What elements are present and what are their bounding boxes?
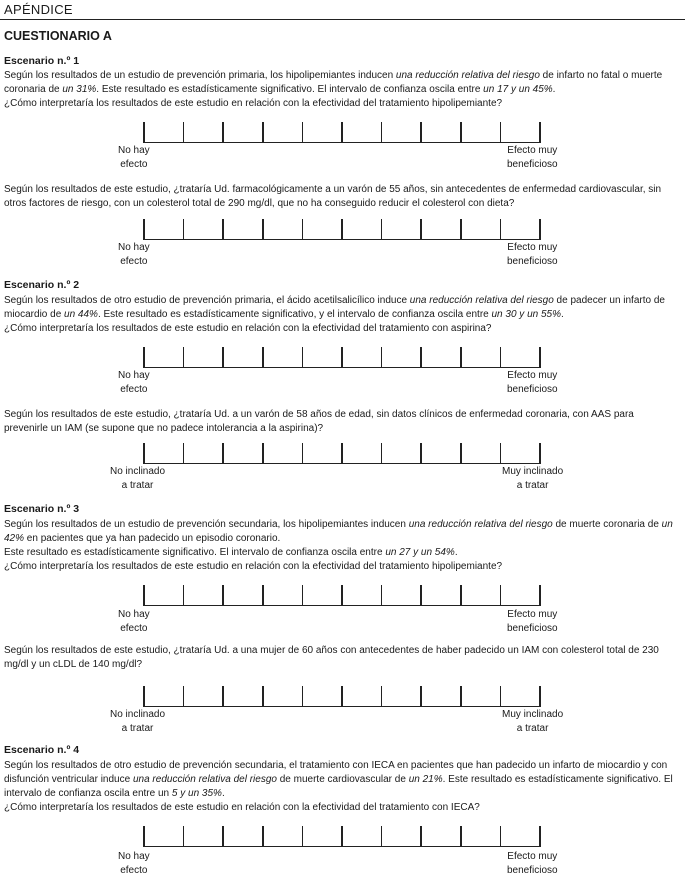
scale-label-right: Efecto muy beneficioso: [507, 242, 558, 267]
scale-tick[interactable]: [222, 219, 224, 239]
scenario-3-intro: [4, 518, 676, 574]
scale-tick[interactable]: [460, 585, 462, 605]
scale-tick[interactable]: [460, 826, 462, 846]
scale-tick[interactable]: [420, 826, 422, 846]
scale-tick[interactable]: [341, 585, 343, 605]
emphasis-text: una reducción relativa del riesgo: [408, 519, 553, 530]
scale-tick[interactable]: [341, 826, 343, 846]
scale-tick[interactable]: [500, 122, 502, 142]
scale-tick[interactable]: [539, 347, 541, 367]
appendix-header: APÉNDICE: [4, 2, 73, 17]
scale-tick[interactable]: [302, 347, 304, 367]
body-text: Según los resultados de un estudio de prevención secundaria, los hipolipemiantes inducen: [4, 519, 409, 530]
rating-scale[interactable]: [143, 121, 541, 143]
scale-tick[interactable]: [183, 443, 185, 463]
scale-tick[interactable]: [302, 122, 304, 142]
scale-tick[interactable]: [539, 826, 541, 846]
scale-tick[interactable]: [302, 219, 304, 239]
emphasis-text: un 30 y un 55%: [491, 309, 561, 320]
scale-tick[interactable]: [143, 122, 145, 142]
body-text: .: [552, 84, 556, 95]
scale-tick[interactable]: [420, 686, 422, 706]
scale-tick[interactable]: [500, 347, 502, 367]
body-text: de muerte coronaria de: [552, 519, 662, 530]
scale-tick[interactable]: [222, 443, 224, 463]
scale-tick[interactable]: [302, 686, 304, 706]
body-text: de muerte cardiovascular de: [276, 774, 409, 785]
scenario-2-intro: [4, 294, 676, 336]
scale-label-left: No hay efecto: [118, 242, 150, 267]
rating-scale[interactable]: [143, 685, 541, 707]
emphasis-text: una reducción relativa del riesgo: [395, 70, 540, 81]
emphasis-text: un 27 y un 54%: [385, 547, 455, 558]
scale-tick[interactable]: [222, 686, 224, 706]
scale-tick[interactable]: [183, 686, 185, 706]
rating-scale[interactable]: [143, 584, 541, 606]
scale-tick[interactable]: [460, 686, 462, 706]
scenario-1-question-2: Según los resultados de este estudio, ¿trataría Ud. farmacológicamente a un varón de 55 años, sin antecedentes de enfermedad cardiovascular, sin otros factores de riesgo, con un colesterol total de 290 mg/dl, que no ha conseguido reducir el colesterol con dieta?: [4, 184, 662, 209]
scale-tick[interactable]: [460, 122, 462, 142]
body-text: Según los resultados de otro estudio de prevención secundaria, el tratamiento con IECA en pacientes que han padecido un infarto de miocardio y con disfunción ventricular induce: [4, 760, 668, 785]
body-text: . Este resultado es estadísticamente significativo, y el intervalo de confianza oscila entre: [97, 309, 492, 320]
scale-tick[interactable]: [341, 347, 343, 367]
body-text: de infarto no fatal o muerte coronaria de: [4, 70, 663, 95]
scenario-1-title: Escenario n.º 1: [4, 55, 80, 67]
body-text: de padecer un infarto de miocardio de: [4, 295, 665, 320]
scale-tick[interactable]: [183, 122, 185, 142]
scale-tick[interactable]: [183, 585, 185, 605]
scale-tick[interactable]: [539, 443, 541, 463]
scale-tick[interactable]: [262, 122, 264, 142]
rating-scale[interactable]: [143, 218, 541, 240]
scale-tick[interactable]: [341, 219, 343, 239]
emphasis-text: una reducción relativa del riesgo: [409, 295, 554, 306]
emphasis-text: un 17 y un 45%: [483, 84, 553, 95]
scale-tick[interactable]: [420, 585, 422, 605]
scale-tick[interactable]: [183, 219, 185, 239]
scale-tick[interactable]: [460, 443, 462, 463]
scale-tick[interactable]: [420, 347, 422, 367]
scale-tick[interactable]: [539, 585, 541, 605]
scale-label-right: Efecto muy beneficioso: [507, 609, 558, 634]
scale-tick[interactable]: [262, 219, 264, 239]
scale-tick[interactable]: [222, 347, 224, 367]
scale-tick[interactable]: [500, 585, 502, 605]
scale-tick[interactable]: [262, 443, 264, 463]
rating-scale[interactable]: [143, 346, 541, 368]
scenario-3-question-1: ¿Cómo interpretaría los resultados de este estudio en relación con la efectividad del tratamiento hipolipemiante?: [4, 561, 503, 572]
scale-tick[interactable]: [420, 219, 422, 239]
scale-tick[interactable]: [143, 686, 145, 706]
scale-tick[interactable]: [381, 826, 383, 846]
scale-tick[interactable]: [183, 826, 185, 846]
body-text: .: [561, 309, 564, 320]
emphasis-text: 5 y un 35%: [171, 788, 222, 799]
scale-tick[interactable]: [500, 826, 502, 846]
scale-label-left: No inclinado a tratar: [110, 466, 166, 491]
scenario-2-question-1: ¿Cómo interpretaría los resultados de este estudio en relación con la efectividad del tratamiento con aspirina?: [4, 323, 492, 334]
body-text: . Este resultado es estadísticamente significativo. El intervalo de confianza oscila entre un: [4, 774, 673, 799]
scale-tick[interactable]: [381, 347, 383, 367]
body-text: .: [454, 547, 458, 558]
scenario-3-title: Escenario n.º 3: [4, 503, 80, 515]
scenario-2-title: Escenario n.º 2: [4, 279, 80, 291]
scale-tick[interactable]: [381, 219, 383, 239]
scale-tick[interactable]: [302, 585, 304, 605]
scale-tick[interactable]: [143, 826, 145, 846]
questionnaire-title: CUESTIONARIO A: [4, 29, 112, 43]
scale-label-right: Efecto muy beneficioso: [507, 145, 558, 170]
scale-tick[interactable]: [460, 347, 462, 367]
scale-tick[interactable]: [341, 122, 343, 142]
scale-tick[interactable]: [143, 443, 145, 463]
scale-tick[interactable]: [539, 122, 541, 142]
scenario-2-question-2: Según los resultados de este estudio, ¿trataría Ud. a un varón de 58 años de edad, sin datos clínicos de enfermedad coronaria, con AAS para prevenirle un IAM (se supone que no padece intolerancia a la aspirina)?: [4, 409, 634, 434]
scale-tick[interactable]: [222, 122, 224, 142]
scale-tick[interactable]: [500, 219, 502, 239]
scale-label-left: No hay efecto: [118, 609, 150, 634]
emphasis-text: un 31%: [62, 84, 97, 95]
scenario-3-question-2: Según los resultados de este estudio, ¿trataría Ud. a una mujer de 60 años con antecedentes de haber padecido un IAM con colesterol total de 230 mg/dl y un cLDL de 140 mg/dl?: [4, 645, 659, 670]
scenario-4-intro: [4, 759, 676, 815]
body-text: Según los resultados de otro estudio de prevención primaria, el ácido acetilsalicílico induce: [4, 295, 410, 306]
scale-tick[interactable]: [420, 122, 422, 142]
scale-tick[interactable]: [381, 686, 383, 706]
scale-label-right: Efecto muy beneficioso: [507, 370, 558, 395]
scale-tick[interactable]: [341, 443, 343, 463]
scale-tick[interactable]: [222, 585, 224, 605]
scale-tick[interactable]: [143, 347, 145, 367]
body-text: .: [221, 788, 225, 799]
body-text: en pacientes que ya han padecido un episodio coronario.: [24, 533, 281, 544]
scale-tick[interactable]: [262, 347, 264, 367]
scale-label-right: Muy inclinado a tratar: [502, 466, 564, 491]
scale-tick[interactable]: [381, 443, 383, 463]
body-text: . Este resultado es estadísticamente significativo. El intervalo de confianza oscila entre: [96, 84, 484, 95]
scale-tick[interactable]: [262, 686, 264, 706]
rating-scale[interactable]: [143, 442, 541, 464]
scale-tick[interactable]: [183, 347, 185, 367]
scale-tick[interactable]: [539, 686, 541, 706]
emphasis-text: un 44%: [64, 309, 98, 320]
emphasis-text: un 42%: [4, 519, 673, 544]
body-text: Según los resultados de un estudio de prevención primaria, los hipolipemiantes inducen: [4, 70, 396, 81]
scale-tick[interactable]: [302, 826, 304, 846]
scenario-4-title: Escenario n.º 4: [4, 744, 80, 756]
scale-tick[interactable]: [262, 585, 264, 605]
scenario-1-intro: [4, 69, 676, 111]
scale-tick[interactable]: [262, 826, 264, 846]
scale-tick[interactable]: [539, 219, 541, 239]
emphasis-text: un 21%: [408, 774, 443, 785]
header-rule: [0, 19, 685, 20]
scale-tick[interactable]: [143, 219, 145, 239]
scenario-4-question-1: ¿Cómo interpretaría los resultados de este estudio en relación con la efectividad del tratamiento con IECA?: [4, 802, 480, 813]
scale-tick[interactable]: [500, 686, 502, 706]
scale-label-left: No inclinado a tratar: [110, 709, 166, 734]
scale-tick[interactable]: [302, 443, 304, 463]
scale-tick[interactable]: [460, 219, 462, 239]
body-text: Este resultado es estadísticamente significativo. El intervalo de confianza oscila entre: [4, 547, 386, 558]
scale-tick[interactable]: [420, 443, 422, 463]
scale-label-right: Efecto muy beneficioso: [507, 851, 558, 876]
scale-tick[interactable]: [143, 585, 145, 605]
scale-label-left: No hay efecto: [118, 851, 150, 876]
scale-label-right: Muy inclinado a tratar: [502, 709, 564, 734]
scenario-1-question-1: ¿Cómo interpretaría los resultados de este estudio en relación con la efectividad del tratamiento hipolipemiante?: [4, 98, 503, 109]
scale-tick[interactable]: [381, 122, 383, 142]
scale-tick[interactable]: [500, 443, 502, 463]
scale-tick[interactable]: [341, 686, 343, 706]
scale-tick[interactable]: [222, 826, 224, 846]
scale-label-left: No hay efecto: [118, 145, 150, 170]
rating-scale[interactable]: [143, 825, 541, 847]
scale-label-left: No hay efecto: [118, 370, 150, 395]
emphasis-text: una reducción relativa del riesgo: [132, 774, 277, 785]
scale-tick[interactable]: [381, 585, 383, 605]
